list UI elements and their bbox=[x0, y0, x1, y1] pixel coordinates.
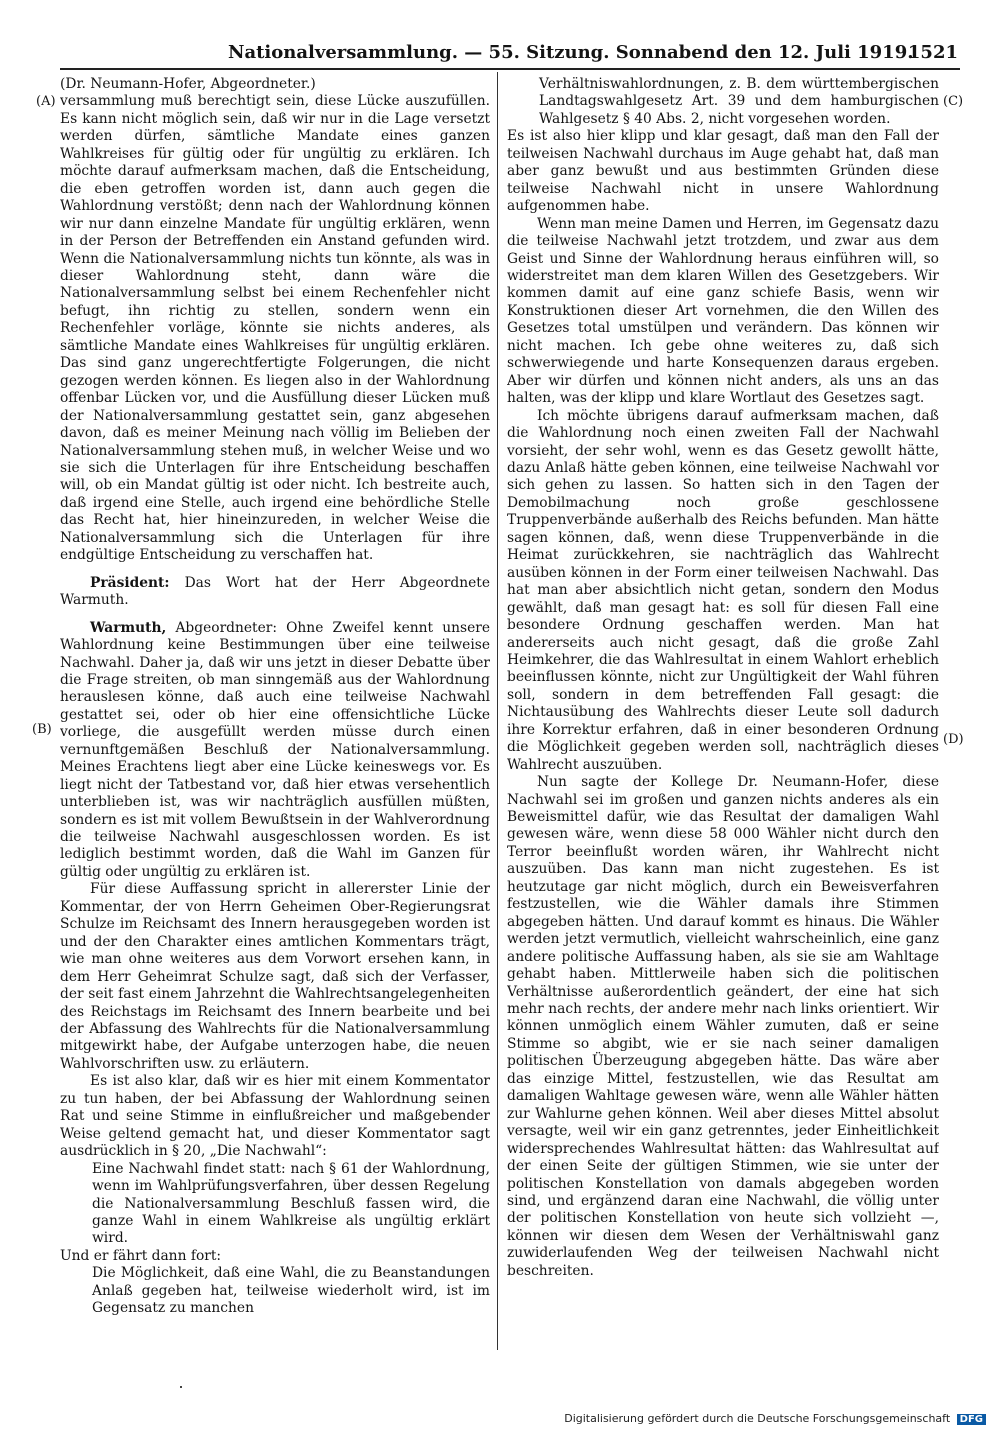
paragraph-text: Nun sagte der Kollege Dr. Neumann-Hofer, diese Nachwahl sei im großen und ganzen nichts anderes als ein Beweismittel dafür, wie das Resultat der damaligen Wahl gewesen wäre, wenn diese 58 000 Wähler nicht durch den Terror beeinflußt worden wären, ihr Wahlrecht nicht auszuüben. Das kann man nicht zugestehen. Es ist heutzutage gar nicht möglich, durch ein Beweisverfahren festzustellen, wie die Wähler damals ihre Stimmen abgegeben hätten. Und darauf kommt es hinaus. Die Wähler werden jetzt vermutlich, vielleicht wahrscheinlich, eine ganz andere politische Auffassung haben, als sie sie am Wahltage gehabt haben. Mittlerweile haben sich die politischen Verhältnisse außerordentlich geändert, der eine hat sich mehr nach rechts, der andere mehr nach links orientiert. Wir können unmöglich einem Wähler zumuten, daß er seine Stimme so abgibt, wie er sie nach seiner damaligen politischen Überzeugung abgegeben hätte. Das wäre aber das einzige Mittel, festzustellen, wie das Resultat am damaligen Wahltage gewesen wäre, wenn alle Wähler hätten zur Wahlurne gehen können. Weil aber dieses Mittel absolut versagte, weil wir ein ganz getrenntes, jeder Einheitlichkeit widersprechendes Wahlresultat hätten: das Wahlresultat auf der einen Seite der gültigen Stimmen, wie sie unter der politischen Konstellation von damals abgegeben worden sind, und ergänzend daran eine Nachwahl, die völlig unter der politischen Konstellation von heute sich vollzieht —, können wir diesen dem Wesen der Verhältniswahl ganz zuwiderlaufenden Weg der teilweisen Nachwahl nicht beschreiten. bbox=[507, 774, 939, 1279]
paragraph bbox=[539, 76, 939, 128]
paragraph bbox=[60, 620, 490, 882]
speaker-name: Warmuth, bbox=[90, 619, 167, 636]
paragraph bbox=[60, 881, 490, 1073]
paragraph-text: Ich möchte übrigens darauf aufmerksam machen, daß die Wahlordnung noch einen zweiten Fall der Nachwahl vorsieht, der sehr wohl, wenn es das Gesetz gewollt hätte, dazu Anlaß hätte geben können, eine teilweise Nachwahl vor sich gehen zu lassen. So hatten sich in den Tagen der Demobilmachung noch große geschlossene Truppenverbände außerhalb des Reichs befunden. Man hätte sagen können, daß, wenn diese Truppenverbände in die Heimat zurückkehren, sie nachträglich das Wahlrecht ausüben können in der Form einer teilweisen Nachwahl. Das hat man aber absichtlich nicht getan, sondern den Modus gewählt, daß man gesagt hat: es soll für diesen Fall eine besondere Ordnung geschaffen werden. Man hat andererseits auch nicht gesagt, daß die große Zahl Heimkehrer, die das Wahlresultat in einem Wahlort erheblich beeinflussen könnte, nicht zur Ungültigkeit der Wahl führen soll, sondern in dem betreffenden Fall gesagt: die Nichtausübung des Wahlrechts dieser Leute soll dadurch ihre Korrektur erfahren, daß in einer besonderen Ordnung die Möglichkeit gegeben werden soll, nachträglich dieses Wahlrecht auszuüben. bbox=[507, 407, 939, 773]
page-header bbox=[228, 42, 958, 68]
footer-credit: Digitalisierung gefördert durch die Deutsche Forschungsgemeinschaft bbox=[564, 1412, 951, 1425]
header-title: Nationalversammlung. — 55. Sitzung. Sonnabend den 12. Juli 1919. bbox=[228, 42, 914, 63]
dfg-logo: DFG bbox=[957, 1414, 986, 1425]
paragraph-text: Wenn man meine Damen und Herren, im Gegensatz dazu die teilweise Nachwahl jetzt trotzdem, und zwar aus dem Geist und Sinne der Wahlordnung heraus einführen will, so widerstreitet man dem klaren Willen des Gesetzgebers. Wir kommen damit auf eine ganz schiefe Basis, wenn wir Konstruktionen dieser Art vornehmen, die den Willen des Gesetzes total umstülpen und verändern. Das können wir nicht machen. Ich gebe ohne weiteres zu, daß sich schwerwiegende und harte Konsequenzen daraus ergeben. Aber wir dürfen und können nicht anders, als uns an das halten, was der klipp und klare Wortlaut des Gesetzes sagt. bbox=[507, 215, 939, 407]
paragraph-text: Eine Nachwahl findet statt: nach § 61 der Wahlordnung, wenn im Wahlprüfungsverfahren, über dessen Regelung die Nationalversammlung Beschluß fassen wird, die ganze Wahl in einem Wahlkreise als ungültig erklärt wird. bbox=[92, 1160, 490, 1247]
margin-marker-b: (B) bbox=[32, 722, 52, 737]
paragraph-text: versammlung muß berechtigt sein, diese Lücke auszufüllen. Es kann nicht möglich sein, daß wir nur in die Lage versetzt werden dürfen, sämtliche Mandate eines ganzen Wahlkreises für gültig oder für ungültig zu erklären. Ich möchte darauf aufmerksam machen, daß die Entscheidung, die eben getroffen worden ist, dann auch gegen die Wahlordnung verstößt; denn nach der Wahlordnung können wir nur dann einzelne Mandate für ungültig erklären, wenn in der Person der Betreffenden ein Anstand gefunden wird. Wenn die Nationalversammlung nichts tun könnte, als was in dieser Wahlordnung steht, dann wäre die Nationalversammlung selbst bei einem Rechenfehler nicht befugt, ihn richtig zu stellen, sondern wenn ein Rechenfehler vorläge, könnte sie nichts anderes, als sämtliche Mandate eines Wahlkreises für ungültig erklären. Das sind ganz ungerechtfertigte Folgerungen, die nicht gezogen werden können. Es liegen also in der Wahlordnung offenbar Lücken vor, und die Ausfüllung dieser Lücken muß der Nationalversammlung gestattet sein, ganz abgesehen davon, daß es meiner Meinung nach völlig im Belieben der Nationalversammlung stehen muß, in welcher Weise und wo sie sich die Unterlagen für ihre Entscheidung beschaffen will, ob ein Mandat gültig ist oder nicht. Ich bestreite auch, daß irgend eine Stelle, auch irgend eine behördliche Stelle das Recht hat, hier hineinzureden, in welcher Weise die Nationalversammlung sich die Unterlagen für ihre endgültige Entscheidung zu verschaffen hat. bbox=[60, 93, 490, 564]
paragraph-text: Die Möglichkeit, daß eine Wahl, die zu Beanstandungen Anlaß gegeben hat, teilweise wiederholt wird, ist im Gegensatz zu manchen bbox=[92, 1265, 490, 1317]
paragraph bbox=[507, 128, 939, 215]
paragraph bbox=[507, 408, 939, 775]
paragraph bbox=[60, 1248, 490, 1265]
margin-marker-d: (D) bbox=[943, 732, 964, 747]
margin-marker-a: (A) bbox=[36, 94, 56, 109]
paragraph-text: Es ist also hier klipp und klar gesagt, daß man den Fall der teilweisen Nachwahl durchaus im Auge gehabt hat, daß man aber ganz bewußt und aus bestimmten Gründen diese teilweise Nachwahl nicht in unsere Wahlordnung aufgenommen habe. bbox=[507, 128, 939, 215]
paragraph-text: Für diese Auffassung spricht in allererster Linie der Kommentar, der von Herrn Geheimen Ober-Regierungsrat Schulze im Reichsamt des Innern herausgegeben worden ist und der den Charakter eines amtlichen Kommentars trägt, wie man ohne weiteres aus dem Vorwort ersehen kann, in dem Herr Geheimrat Schulze sagt, daß sich der Verfasser, der seit fast einem Jahrzehnt die Wahlrechtsangelegenheiten des Reichstags im Reichsamt des Innern bearbeite und bei der Abfassung des Wahlrechts für die Nationalversammlung mitgewirkt habe, der Aufgabe unterzogen habe, die neuen Wahlvorschriften usw. zu erläutern. bbox=[60, 881, 490, 1072]
footer bbox=[564, 1412, 986, 1425]
paragraph bbox=[92, 1161, 490, 1248]
paragraph bbox=[60, 575, 490, 610]
paragraph bbox=[507, 774, 939, 1280]
right-column bbox=[507, 76, 939, 1366]
speaker-name: Präsident: bbox=[90, 574, 170, 591]
paragraph-text: Es ist also klar, daß wir es hier mit einem Kommentator zu tun haben, der bei Abfassung der Wahlordnung seinen Rat und seine Stimme in einflußreicher und maßgebender Weise geltend gemacht hat, und dieser Kommentator sagt ausdrücklich in § 20, „Die Nachwahl“: bbox=[60, 1073, 490, 1160]
margin-marker-c: (C) bbox=[943, 94, 964, 109]
print-speck bbox=[180, 1386, 182, 1388]
paragraph-text: Verhältniswahlordnungen, z. B. dem württembergischen Landtagswahlgesetz Art. 39 und dem hamburgischen Wahlgesetz § 40 Abs. 2, nicht vorgesehen worden. bbox=[539, 76, 939, 127]
paragraph-text: Abgeordneter: Ohne Zweifel kennt unsere Wahlordnung keine Bestimmungen über eine teilweise Nachwahl. Daher ja, daß wir uns jetzt in dieser Debatte über die Frage streiten, ob man sinngemäß aus der Wahlordnung herauslesen könne, daß auch eine teilweise Nachwahl gestattet sei, oder ob hier eine offensichtliche Lücke vorliege, die ausgefüllt werden müsse durch einen vernunftgemäßen Beschluß der Nationalversammlung. Meines Erachtens liegt aber eine Lücke keineswegs vor. Es liegt nicht der Tatbestand vor, daß hier etwas versehentlich unterblieben ist, was wir nachträglich ausfüllen müßten, sondern es ist mit vollem Bewußtsein in der Wahlverordnung die teilweise Nachwahl ausgeschlossen worden. Es ist lediglich bestimmt worden, daß die Wahl im Ganzen für gültig oder ungültig zu erklären ist. bbox=[60, 619, 490, 880]
paragraph-text: Und er fährt dann fort: bbox=[60, 1247, 222, 1264]
left-column bbox=[60, 76, 490, 1366]
paragraph-text: Das Wort hat der Herr Abgeordnete Warmuth. bbox=[60, 574, 490, 609]
paragraph bbox=[60, 93, 490, 564]
header-rule bbox=[60, 68, 960, 70]
paragraph bbox=[507, 216, 939, 408]
paragraph-text: (Dr. Neumann-Hofer, Abgeordneter.) bbox=[60, 76, 316, 92]
column-divider bbox=[497, 72, 498, 1350]
paragraph bbox=[60, 76, 490, 93]
paragraph bbox=[92, 1265, 490, 1317]
paragraph bbox=[60, 1073, 490, 1160]
page-number: 1521 bbox=[907, 42, 958, 63]
